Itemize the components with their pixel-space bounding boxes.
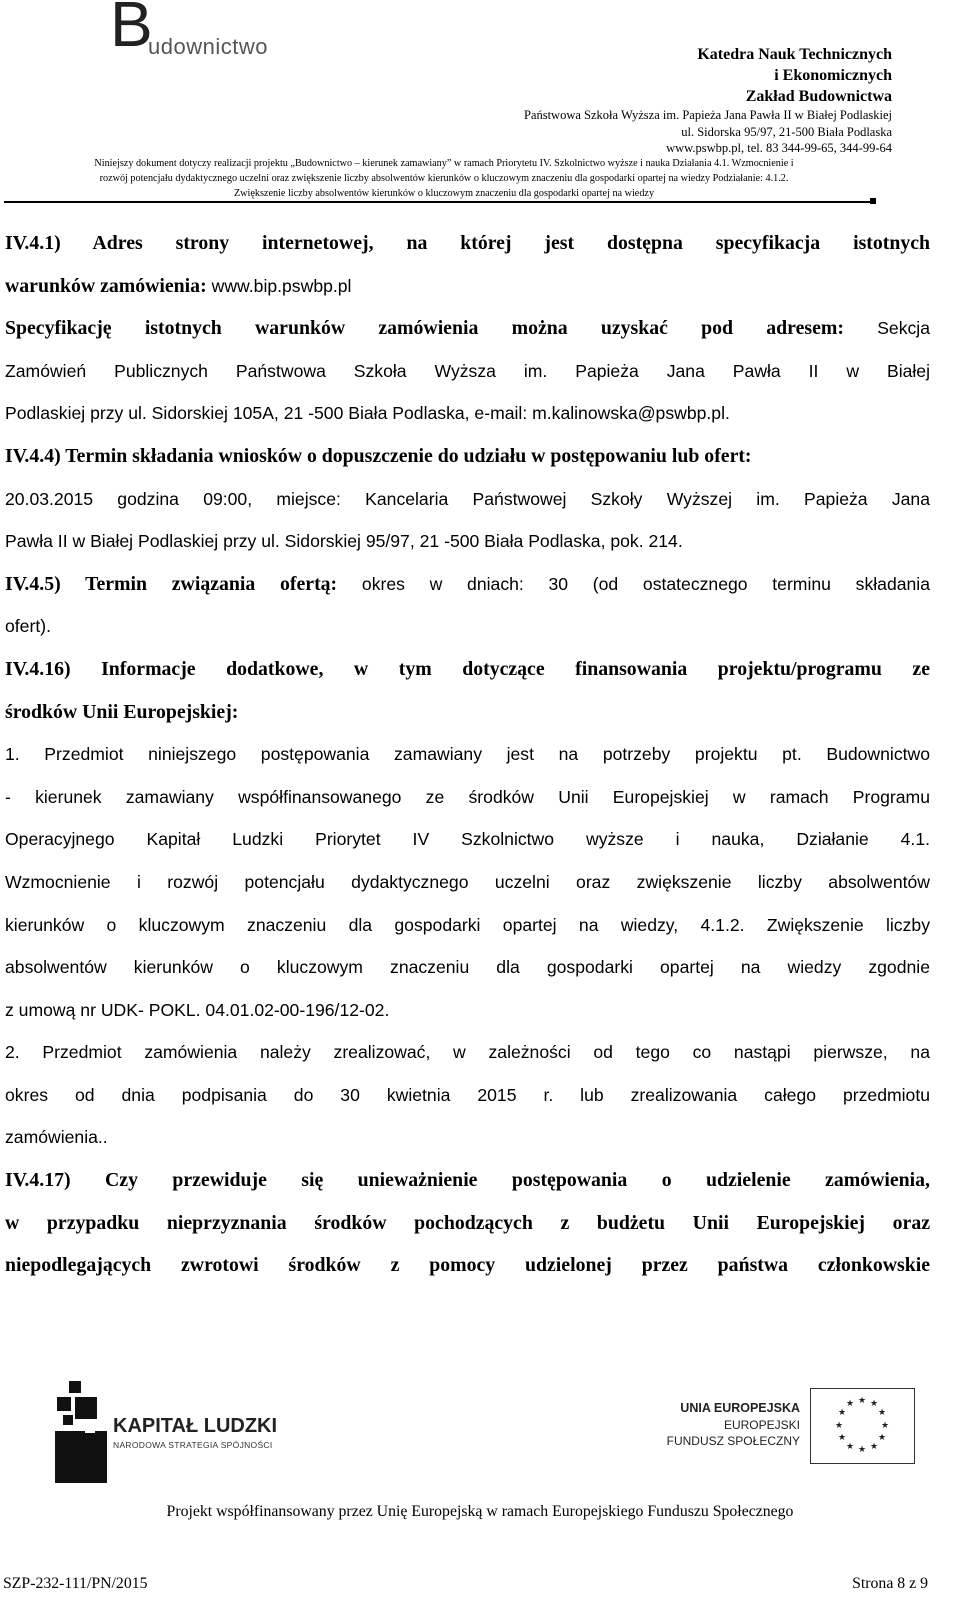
point-1-line: Operacyjnego Kapitał Ludzki Priorytet IV Szkolnictwo wyższe i nauka, Działanie 4.1. [5, 829, 930, 850]
unit-name: Zakład Budownictwa [745, 88, 892, 105]
section-iv-4-1-line1: IV.4.1) Adres strony internetowej, na której jest dostępna specyfikacja istotnych [5, 232, 930, 254]
section-iv-4-4-heading: IV.4.4) Termin składania wniosków o dopuszczenie do udziału w postępowaniu lub ofert: [5, 444, 752, 467]
eu-fund-label: EUROPEJSKI [723, 1418, 800, 1432]
svg-text:★: ★ [845, 1399, 855, 1409]
svg-text:★: ★ [877, 1433, 887, 1443]
university-contact: www.pswbp.pl, tel. 83 344-99-65, 344-99-64 [666, 141, 892, 155]
point-2-line: 2. Przedmiot zamówienia należy zrealizować, w zależności od tego co nastąpi pierwsze, na [5, 1042, 930, 1063]
svg-text:★: ★ [837, 1433, 847, 1443]
logo-text: udownictwo [148, 34, 268, 59]
document-body [5, 222, 930, 1287]
project-notice-line: rozwój potencjału dydaktycznego uczelni oraz zwiększenie liczby absolwentów kierunków o kluczowym znaczeniu dla gospodarki opartej na wiedzy Podziałanie: 4.1.2. [99, 173, 789, 184]
kapital-ludzki-emblem-icon [55, 1375, 115, 1485]
siwz-line1: Specyfikację istotnych warunków zamówienia można uzyskać pod adresem: Sekcja [5, 317, 930, 340]
eu-fund-label-2: FUNDUSZ SPOŁECZNY [666, 1434, 800, 1448]
section-iv-4-16-heading1: IV.4.16) Informacje dodatkowe, w tym dotyczące finansowania projektu/programu ze [5, 657, 930, 680]
kapital-ludzki-subtitle: NARODOWA STRATEGIA SPÓJNOŚCI [113, 1440, 273, 1450]
svg-text:★: ★ [877, 1408, 887, 1418]
section-iv-4-4-line2: Pawła II w Białej Podlaskiej przy ul. Sidorskiej 95/97, 21 -500 Biała Podlaska, pok. 214. [5, 531, 683, 552]
point-2-line: zamówienia.. [5, 1127, 108, 1148]
kapital-ludzki-title: KAPITAŁ LUDZKI [113, 1415, 278, 1437]
point-1-line: - kierunek zamawiany współfinansowanego ze środków Unii Europejskiej w ramach Programu [5, 786, 930, 807]
siwz-line3: Podlaskiej przy ul. Sidorskiej 105A, 21 -500 Biała Podlaska, e-mail: m.kalinowska@pswbp.pl. [5, 403, 730, 424]
department-name: Katedra Nauk Technicznych [697, 46, 892, 63]
project-notice-line: Niniejszy dokument dotyczy realizacji projektu „Budownictwo – kierunek zamawiany” w ramach Priorytetu IV. Szkolnictwo wyższe i nauka Działania 4.1. Wzmocnienie i [94, 158, 794, 169]
point-1-line: 1. Przedmiot niniejszego postępowania zamawiany jest na potrzeby projektu pt. Budownictwo [5, 744, 930, 765]
svg-text:★: ★ [869, 1442, 879, 1452]
point-2-line: okres od dnia podpisania do 30 kwietnia 2015 r. lub zrealizowania całego przedmiotu [5, 1084, 930, 1105]
section-iv-4-5-line1: IV.4.5) Termin związania ofertą: okres w dniach: 30 (od ostatecznego terminu składania [5, 572, 930, 595]
svg-text:★: ★ [834, 1421, 844, 1431]
svg-text:★: ★ [857, 1445, 867, 1455]
reference-number: SZP-232-111/PN/2015 [3, 1575, 148, 1592]
siwz-line2: Zamówień Publicznych Państwowa Szkoła Wyższa im. Papieża Jana Pawła II w Białej [5, 360, 930, 381]
svg-text:★: ★ [869, 1399, 879, 1409]
department-name-2: i Ekonomicznych [774, 67, 892, 84]
project-notice-line: Zwiększenie liczby absolwentów kierunków o kluczowym znaczeniu dla gospodarki opartej na wiedzy [233, 188, 655, 199]
svg-text:★: ★ [857, 1396, 867, 1406]
section-iv-4-17-line: niepodlegających zwrotowi środków z pomocy udzielonej przez państwa członkowskie [5, 1254, 930, 1277]
institution-block [332, 44, 892, 157]
logo-initial: B [110, 0, 153, 60]
section-iv-4-1-line2: warunków zamówienia: www.bip.pswbp.pl [5, 274, 352, 297]
svg-text:★: ★ [845, 1442, 855, 1452]
point-1-line: z umową nr UDK- POKL. 04.01.02-00-196/12-02. [5, 999, 390, 1020]
point-1-line: Wzmocnienie i rozwój potencjału dydaktycznego uczelni oraz zwiększenie liczby absolwentów [5, 871, 930, 892]
point-1-line: absolwentów kierunków o kluczowym znaczeniu dla gospodarki opartej na wiedzy zgodnie [5, 957, 930, 978]
eu-text [660, 1400, 800, 1449]
header-divider [4, 201, 874, 203]
section-iv-4-16-heading2: środków Unii Europejskiej: [5, 700, 239, 723]
eu-flag-icon [810, 1388, 915, 1464]
header-divider-end [870, 198, 876, 204]
kapital-ludzki-logo [55, 1375, 295, 1485]
page-number: Strona 8 z 9 [852, 1575, 928, 1592]
svg-text:★: ★ [837, 1408, 847, 1418]
section-iv-4-5-line2: ofert). [5, 616, 51, 637]
university-address: ul. Sidorska 95/97, 21-500 Biała Podlaska [681, 124, 892, 139]
university-name: Państwowa Szkoła Wyższa im. Papieża Jana Pawła II w Białej Podlaskiej [523, 108, 892, 122]
page-header [0, 0, 960, 205]
section-iv-4-17-line: IV.4.17) Czy przewiduje się unieważnienie postępowania o udzielenie zamówienia, [5, 1169, 930, 1192]
svg-text:★: ★ [880, 1421, 890, 1431]
eu-logo [660, 1380, 920, 1490]
bip-url: www.bip.pswbp.pl [211, 275, 352, 296]
funding-note: Projekt współfinansowany przez Unię Europejską w ramach Europejskiego Funduszu Społecznego [166, 1503, 794, 1520]
point-1-line: kierunków o kluczowym znaczeniu dla gospodarki opartej na wiedzy, 4.1.2. Zwiększenie liczby [5, 914, 930, 935]
section-iv-4-4-line1: 20.03.2015 godzina 09:00, miejsce: Kancelaria Państwowej Szkoły Wyższej im. Papieża Jana [5, 488, 930, 509]
section-iv-4-17-line: w przypadku nieprzyznania środków pochodzących z budżetu Unii Europejskiej oraz [5, 1211, 930, 1234]
project-notice [4, 156, 884, 201]
eu-union-label: UNIA EUROPEJSKA [680, 1401, 800, 1415]
budownictwo-logo [110, 2, 310, 64]
eu-stars-icon [811, 1389, 913, 1462]
